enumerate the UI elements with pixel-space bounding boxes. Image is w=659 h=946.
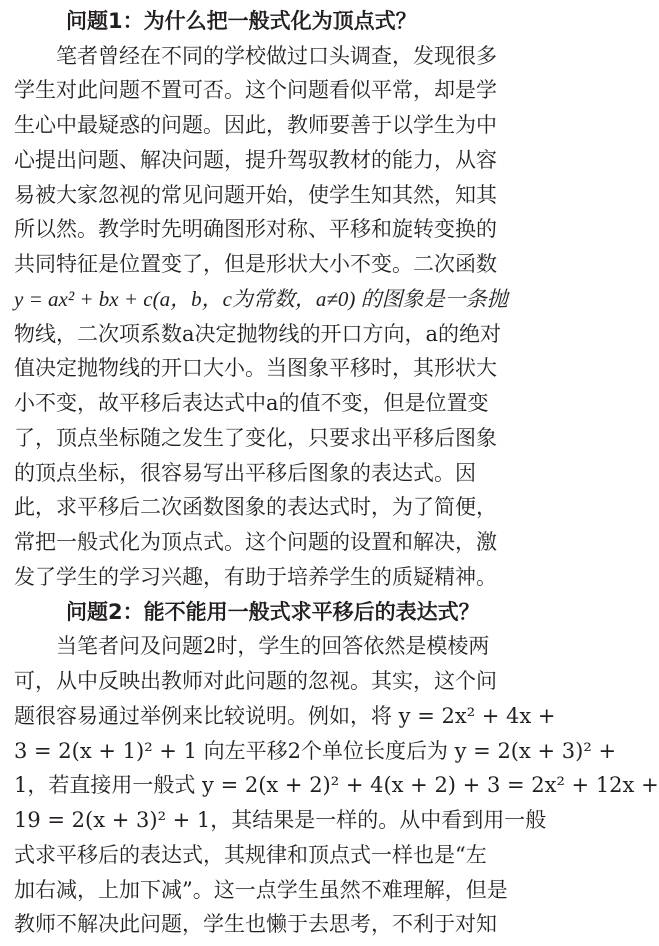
body-line: 的顶点坐标，很容易写出平移后图象的表达式。因 <box>14 461 476 485</box>
body-line: 值决定抛物线的开口大小。当图象平移时，其形状大 <box>14 356 497 380</box>
body-line: 当笔者问及问题2时，学生的回答依然是模棱两 <box>56 634 490 658</box>
formula-line: 题很容易通过举例来比较说明。例如，将 y = 2x² + 4x + <box>14 704 556 728</box>
body-line: 学生对此问题不置可否。这个问题看似平常，却是学 <box>14 78 497 102</box>
formula-line: 19 = 2(x + 3)² + 1，其结果是一样的。从中看到用一般 <box>14 808 547 832</box>
question-2-heading: 问题2：能不能用一般式求平移后的表达式？ <box>66 600 480 624</box>
body-line: 小不变，故平移后表达式中a的值不变，但是位置变 <box>14 391 489 415</box>
body-line: 发了学生的学习兴趣，有助于培养学生的质疑精神。 <box>14 565 497 589</box>
body-line: 式求平移后的表达式，其规律和顶点式一样也是“左 <box>14 843 487 867</box>
body-line: 易被大家忽视的常见问题开始，使学生知其然，知其 <box>14 183 497 207</box>
body-line: 可，从中反映出教师对此问题的忽视。其实，这个问 <box>14 669 497 693</box>
body-line: 笔者曾经在不同的学校做过口头调查，发现很多 <box>56 44 497 68</box>
body-line: 生心中最疑惑的问题。因此，教师要善于以学生为中 <box>14 113 497 137</box>
question-1-heading: 问题1：为什么把一般式化为顶点式？ <box>66 9 417 33</box>
body-line: 教师不解决此问题，学生也懒于去思考，不利于对知 <box>14 912 497 936</box>
body-line: 此，求平移后二次函数图象的表达式时，为了简便， <box>14 495 497 519</box>
body-line: 物线，二次项系数a决定抛物线的开口方向，a的绝对 <box>14 322 502 346</box>
body-line: 了，顶点坐标随之发生了变化，只要求出平移后图象 <box>14 426 497 450</box>
body-line: 常把一般式化为顶点式。这个问题的设置和解决，激 <box>14 530 497 554</box>
body-line: 所以然。教学时先明确图形对称、平移和旋转变换的 <box>14 217 497 241</box>
formula-line: 1，若直接用一般式 y = 2(x + 2)² + 4(x + 2) + 3 = 2x² + 12x + <box>14 773 659 797</box>
body-line: 共同特征是位置变了，但是形状大小不变。二次函数 <box>14 252 497 276</box>
body-line: 心提出问题、解决问题，提升驾驭教材的能力，从容 <box>14 148 497 172</box>
formula-line: y = ax² + bx + c(a，b，c为常数，a≠0) 的图象是一条抛 <box>14 287 508 311</box>
body-line: 加右减，上加下减”。这一点学生虽然不难理解，但是 <box>14 878 508 902</box>
formula-line: 3 = 2(x + 1)² + 1 向左平移2个单位长度后为 y = 2(x + 3)² + <box>14 739 617 763</box>
